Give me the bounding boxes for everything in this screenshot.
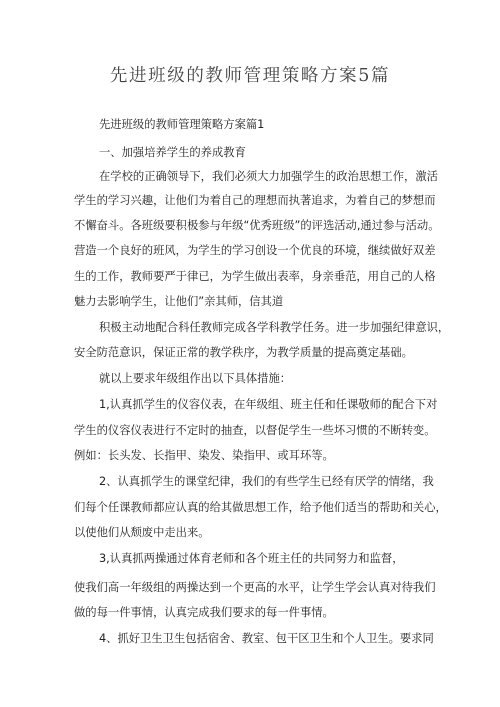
- paragraph-line: 就以上要求年级组作出以下具体措施：: [99, 372, 292, 385]
- paragraph-line: 以使他们从颓废中走出来。: [74, 526, 210, 539]
- paragraph-line: 积极主动地配合科任教师完成各学科教学任务。进一步加强纪律意识，: [99, 321, 450, 334]
- paragraph-line: 在学校的正确领导下，我们必须大力加强学生的政治思想工作，激活: [99, 170, 438, 183]
- paragraph-line: 学生的学习兴趣，让他们为着自己的理想而执著追求，为着自己的梦想而: [74, 194, 436, 207]
- paragraph-line: 们每个任课教师都应认真的给其做思想工作，给予他们适当的帮助和关心，: [74, 501, 447, 514]
- paragraph-line: 魅力去影响学生，让他们”亲其师，信其道: [74, 295, 284, 308]
- paragraph-line: 使我们高一年级组的两操达到一个更高的水平，让学生学会认真对待我们: [74, 581, 436, 594]
- paragraph-line: 3,认真抓两操通过体育老师和各个班主任的共同努力和监督，: [99, 552, 404, 565]
- paragraph-line: 做的每一件事情，认真完成我们要求的每一件事情。: [74, 606, 334, 619]
- paragraph-line: 4、抓好卫生卫生包括宿舍、教室、包干区卫生和个人卫生。要求同: [99, 632, 434, 645]
- paragraph-line: 2、认真抓学生的课堂纪律，我们的有些学生已经有厌学的情绪，我: [99, 475, 434, 488]
- paragraph-line: 不懈奋斗。各班级要积极参与年级“优秀班级”的评选活动,通过参与活动。: [74, 219, 440, 232]
- paragraph-line: 营造一个良好的班风，为学生的学习创设一个优良的环境，继续做好双差: [74, 244, 436, 257]
- paragraph-line: 学生的仪容仪表进行不定时的抽查，以督促学生一些坏习惯的不断转变。: [74, 424, 436, 437]
- paragraph-line: 生的工作，教师要严于律已，为学生做出表率，身亲垂范，用自己的人格: [74, 270, 436, 283]
- section-heading: 先进班级的教师管理策略方案篇1: [99, 118, 265, 131]
- paragraph-line: 1,认真抓学生的仪容仪表，在年级组、班主任和任课敬师的配合下对: [99, 398, 438, 411]
- subheading: 一、加强培养学生的养成教育: [99, 146, 246, 159]
- paragraph-line: 安全防范意识，保证正常的教学秩序，为教学质量的提高奠定基础。: [74, 346, 413, 359]
- page-title: 先进班级的教师管理策略方案5篇: [109, 66, 391, 86]
- paragraph-line: 例如：长头发、长指甲、染发、染指甲、或耳环等。: [74, 449, 334, 462]
